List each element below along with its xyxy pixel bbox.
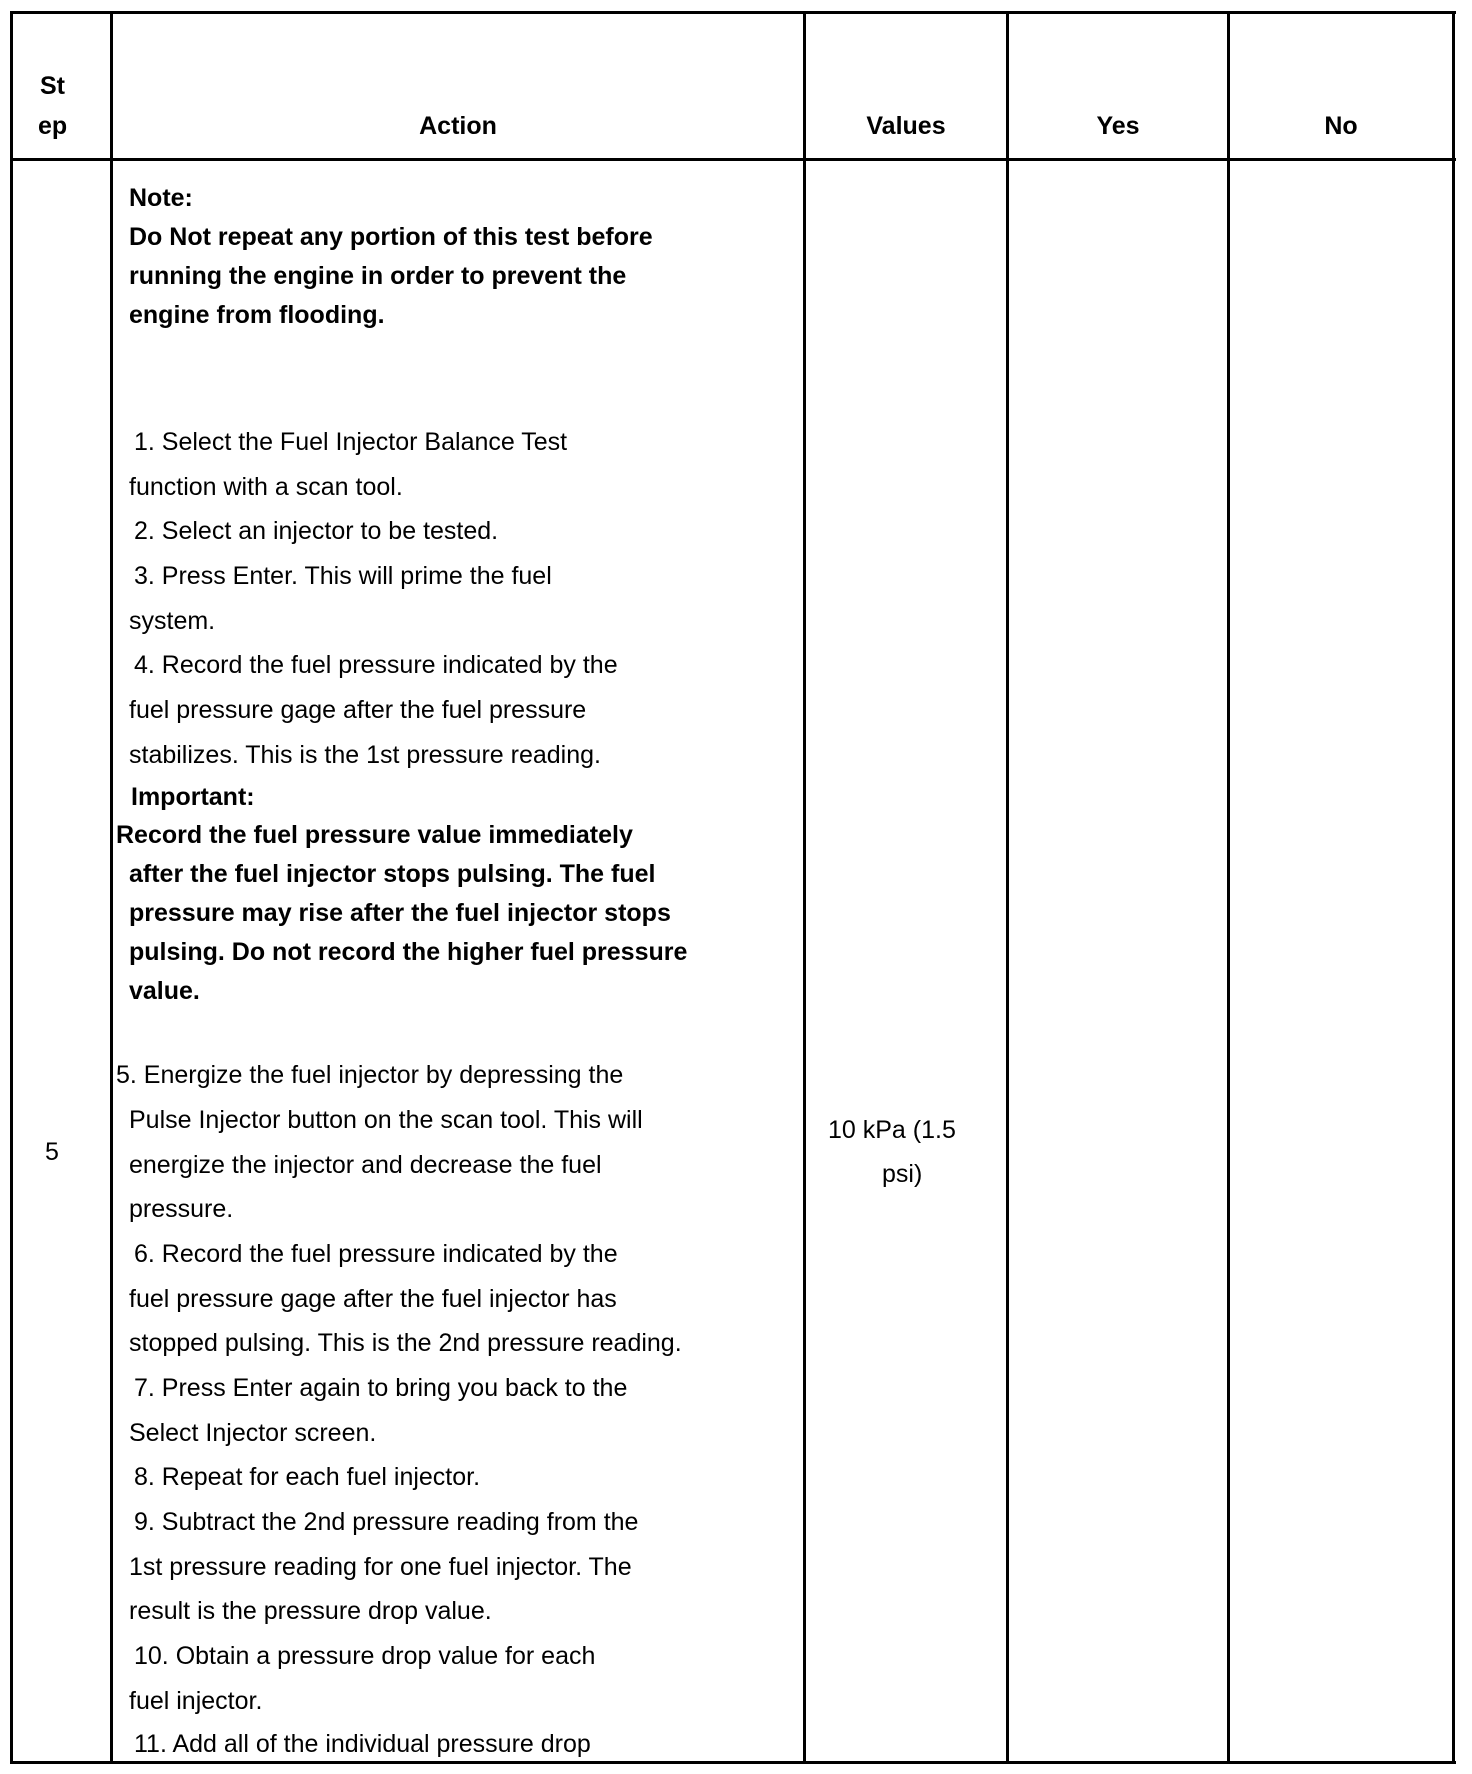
step-line: fuel pressure gage after the fuel pressure xyxy=(129,696,587,724)
important-line: pulsing. Do not record the higher fuel pressure xyxy=(129,938,688,966)
important-line: after the fuel injector stops pulsing. The fuel xyxy=(129,860,656,888)
header-yes: Yes xyxy=(1096,112,1140,140)
step-line: system. xyxy=(129,607,216,635)
step-line: result is the pressure drop value. xyxy=(129,1597,492,1625)
header-bottom-border xyxy=(10,158,1456,161)
note-line: Do Not repeat any portion of this test before xyxy=(129,223,653,251)
step-line: 5. Energize the fuel injector by depressing the xyxy=(116,1061,624,1089)
step-line: stabilizes. This is the 1st pressure reading. xyxy=(129,741,601,769)
column-divider-action-values xyxy=(803,11,806,1764)
important-line: pressure may rise after the fuel injector stops xyxy=(129,899,671,927)
header-step-line2: ep xyxy=(38,112,68,140)
header-action: Action xyxy=(419,112,497,140)
step-line: fuel pressure gage after the fuel injector has xyxy=(129,1285,617,1313)
column-divider-values-yes xyxy=(1006,11,1009,1764)
column-divider-yes-no xyxy=(1227,11,1230,1764)
important-label: Important: xyxy=(131,783,255,811)
table-top-border xyxy=(10,11,1456,14)
step-line: energize the injector and decrease the fuel xyxy=(129,1151,602,1179)
table-left-border xyxy=(10,11,13,1764)
step-line: 6. Record the fuel pressure indicated by the xyxy=(134,1240,618,1268)
step-line: 3. Press Enter. This will prime the fuel xyxy=(134,562,552,590)
step-line: stopped pulsing. This is the 2nd pressure reading. xyxy=(129,1329,682,1357)
step-line: 4. Record the fuel pressure indicated by the xyxy=(134,651,618,679)
step-line: 2. Select an injector to be tested. xyxy=(134,517,499,545)
step-line: 8. Repeat for each fuel injector. xyxy=(134,1463,481,1491)
important-line: Record the fuel pressure value immediately xyxy=(116,821,633,849)
important-line: value. xyxy=(129,977,200,1005)
table-right-border xyxy=(1452,11,1455,1764)
value-line-1: 10 kPa (1.5 xyxy=(828,1116,956,1144)
step-line: 7. Press Enter again to bring you back to the xyxy=(134,1374,628,1402)
header-no: No xyxy=(1324,112,1358,140)
value-line-2: psi) xyxy=(882,1160,923,1188)
table-bottom-border xyxy=(10,1761,1456,1764)
note-line: running the engine in order to prevent the xyxy=(129,262,627,290)
step-number: 5 xyxy=(45,1138,59,1166)
step-line: fuel injector. xyxy=(129,1687,263,1715)
step-line: function with a scan tool. xyxy=(129,473,403,501)
step-line: Pulse Injector button on the scan tool. This will xyxy=(129,1106,643,1134)
header-step-line1: St xyxy=(40,72,65,100)
step-line: 10. Obtain a pressure drop value for each xyxy=(134,1642,596,1670)
step-line: 1st pressure reading for one fuel injector. The xyxy=(129,1553,632,1581)
step-line: Select Injector screen. xyxy=(129,1419,377,1447)
step-line: pressure. xyxy=(129,1195,234,1223)
step-line: 11. Add all of the individual pressure drop xyxy=(134,1730,591,1758)
column-divider-step-action xyxy=(110,11,113,1764)
step-line: 1. Select the Fuel Injector Balance Test xyxy=(134,428,568,456)
header-values: Values xyxy=(866,112,946,140)
note-label: Note: xyxy=(129,184,193,212)
note-line: engine from flooding. xyxy=(129,301,385,329)
step-line: 9. Subtract the 2nd pressure reading from the xyxy=(134,1508,639,1536)
